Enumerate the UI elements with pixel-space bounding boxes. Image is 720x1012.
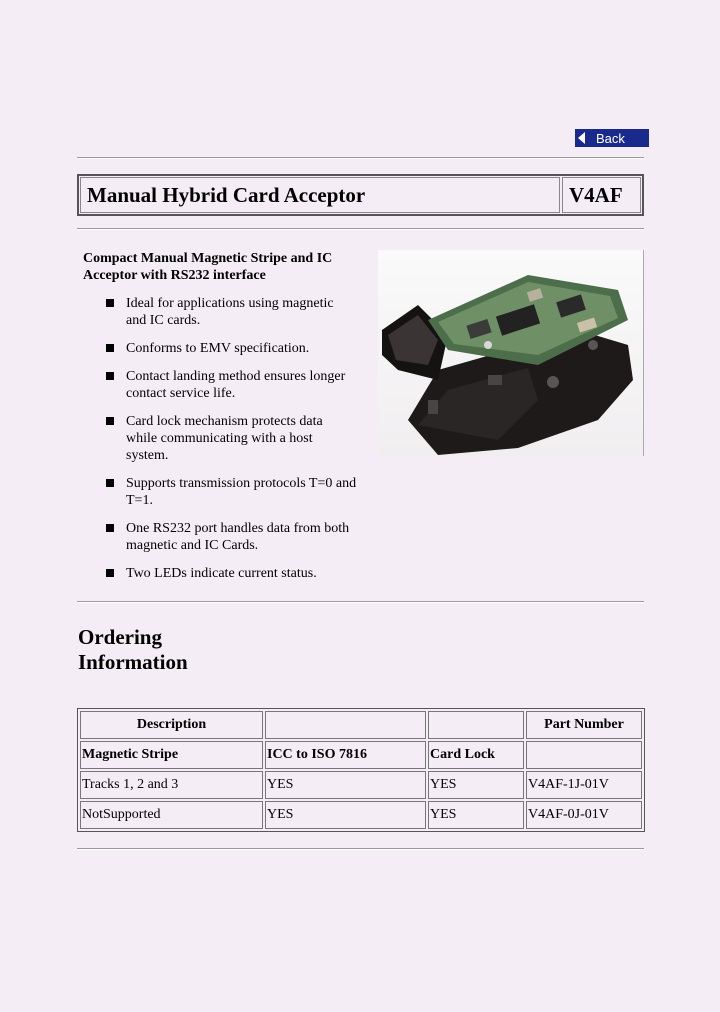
divider-bottom [77,848,644,850]
cell-magnetic: NotSupported [80,801,263,829]
table-header-row [80,711,642,739]
square-bullet-icon [106,417,114,425]
divider-mid [77,601,644,603]
ordering-title: Ordering Information [78,625,188,674]
product-intro [83,250,373,284]
header-description: Description [80,711,263,739]
header-empty-1 [265,711,426,739]
card-acceptor-image [378,250,643,456]
list-item: Supports transmission protocols T=0 and T=1. [104,475,374,509]
cell-magnetic: Tracks 1, 2 and 3 [80,771,263,799]
back-button-label: Back [596,130,625,146]
intro-line-2: Acceptor with RS232 interface [83,268,266,283]
model-code: V4AF [562,177,641,213]
feature-list [104,295,374,593]
cell-card-lock: YES [428,801,524,829]
cell-part-number: V4AF-0J-01V [526,801,642,829]
square-bullet-icon [106,344,114,352]
subheader-empty [526,741,642,769]
title-table [77,174,644,216]
header-part-number: Part Number [526,711,642,739]
table-row [80,771,642,799]
list-item: Contact landing method ensures longer contact service life. [104,368,374,402]
table-row [80,801,642,829]
cell-icc: YES [265,771,426,799]
cell-card-lock: YES [428,771,524,799]
square-bullet-icon [106,569,114,577]
square-bullet-icon [106,299,114,307]
list-item: One RS232 port handles data from both magnetic and IC Cards. [104,520,374,554]
back-button[interactable] [575,129,649,147]
list-item: Card lock mechanism protects data while communicating with a host system. [104,413,374,464]
header-empty-2 [428,711,524,739]
divider-top [77,157,644,159]
cell-part-number: V4AF-1J-01V [526,771,642,799]
table-subheader-row [80,741,642,769]
list-item: Two LEDs indicate current status. [104,565,374,582]
list-item: Conforms to EMV specification. [104,340,374,357]
square-bullet-icon [106,372,114,380]
square-bullet-icon [106,479,114,487]
ordering-table [77,708,645,832]
divider-title [77,228,644,230]
product-photo [378,250,644,456]
page-title: Manual Hybrid Card Acceptor [80,177,560,213]
list-item: Ideal for applications using magnetic and IC cards. [104,295,374,329]
arrow-left-icon [578,132,585,144]
square-bullet-icon [106,524,114,532]
subheader-icc: ICC to ISO 7816 [265,741,426,769]
subheader-card-lock: Card Lock [428,741,524,769]
intro-line-1: Compact Manual Magnetic Stripe and IC [83,251,333,266]
subheader-magnetic-stripe: Magnetic Stripe [80,741,263,769]
cell-icc: YES [265,801,426,829]
